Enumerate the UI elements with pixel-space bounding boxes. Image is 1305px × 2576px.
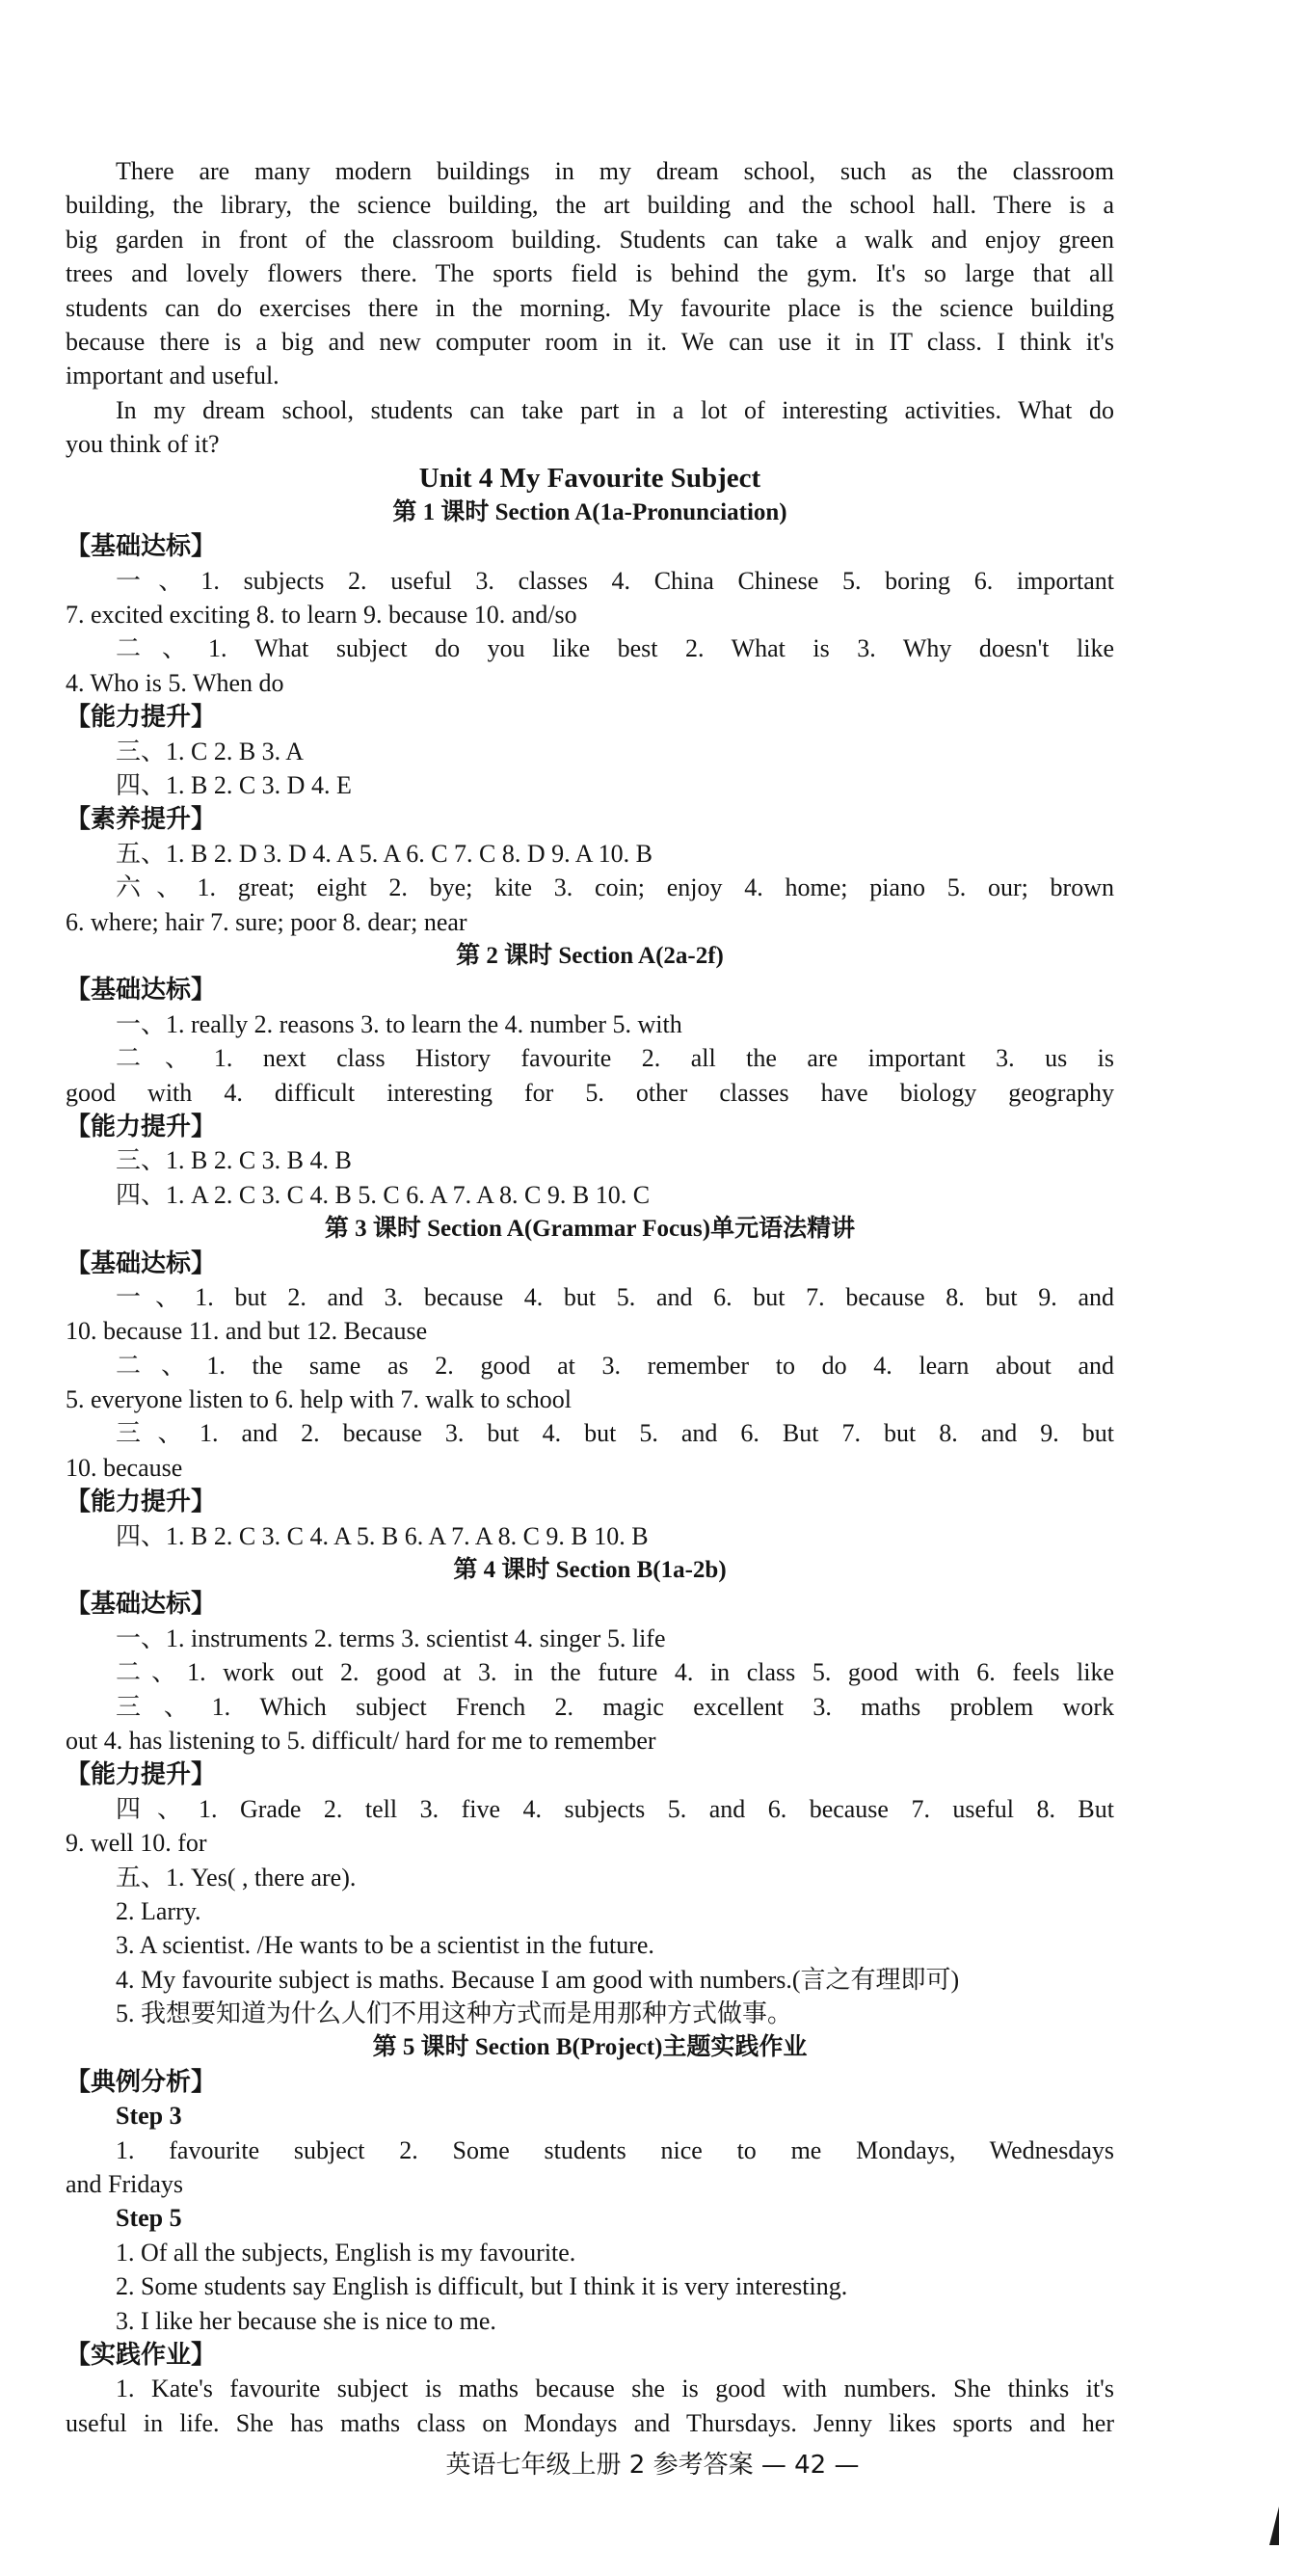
passage-line: students can do exercises there in the morning. My favourite place is the science building xyxy=(66,293,1114,322)
step-label: Step 3 xyxy=(116,2102,182,2131)
step-label: Step 5 xyxy=(116,2204,182,2233)
answer-line: 四、1. B 2. C 3. C 4. A 5. B 6. A 7. A 8. C 9. B 10. B xyxy=(116,1521,649,1550)
passage-line: In my dream school, students can take part in a lot of interesting activities. What do xyxy=(116,395,1114,424)
answer-line: 二、1. work out 2. good at 3. in the future 4. in class 5. good with 6. feels like xyxy=(116,1658,1114,1687)
answer-line: 3. A scientist. /He wants to be a scientist in the future. xyxy=(116,1931,654,1960)
answer-line: 一、1. instruments 2. terms 3. scientist 4. singer 5. life xyxy=(116,1623,666,1652)
answer-line: 1. Of all the subjects, English is my favourite. xyxy=(116,2238,576,2267)
answer-line: 六、1. great; eight 2. bye; kite 3. coin; enjoy 4. home; piano 5. our; brown xyxy=(116,873,1114,902)
section-label: 【能力提升】 xyxy=(66,1488,217,1516)
section-label: 【基础达标】 xyxy=(66,532,217,561)
answer-line: 5. 我想要知道为什么人们不用这种方式而是用那种方式做事。 xyxy=(116,1999,793,2028)
passage-line: because there is a big and new computer room in it. We can use it in IT class. I think it's xyxy=(66,327,1114,356)
lesson-heading: 第 2 课时 Section A(2a-2f) xyxy=(456,942,724,969)
section-label: 【能力提升】 xyxy=(66,1112,217,1140)
answer-line: 三、1. Which subject French 2. magic excellent 3. maths problem work xyxy=(116,1692,1114,1721)
answer-line: 四、1. Grade 2. tell 3. five 4. subjects 5. and 6. because 7. useful 8. But xyxy=(116,1794,1114,1823)
answer-line: 二、1. the same as 2. good at 3. remember to do 4. learn about and xyxy=(116,1351,1114,1380)
answer-line: 一、1. but 2. and 3. because 4. but 5. and 6. but 7. because 8. but 9. and xyxy=(116,1282,1114,1311)
answer-line: 二、1. What subject do you like best 2. What is 3. Why doesn't like xyxy=(116,634,1114,663)
answer-line: 6. where; hair 7. sure; poor 8. dear; near xyxy=(66,907,467,936)
answer-line: 5. everyone listen to 6. help with 7. walk to school xyxy=(66,1385,572,1414)
answer-line: 2. Some students say English is difficult, but I think it is very interesting. xyxy=(116,2272,848,2301)
section-label: 【能力提升】 xyxy=(66,703,217,732)
answer-line: 4. My favourite subject is maths. Because I am good with numbers.(言之有理即可) xyxy=(116,1965,960,1994)
lesson-heading: 第 4 课时 Section B(1a-2b) xyxy=(453,1557,727,1584)
section-label: 【基础达标】 xyxy=(66,1248,217,1277)
answer-line: 一、1. really 2. reasons 3. to learn the 4. number 5. with xyxy=(116,1009,682,1038)
answer-line: 四、1. B 2. C 3. D 4. E xyxy=(116,771,352,800)
answer-line: 9. well 10. for xyxy=(66,1829,207,1858)
passage-line: you think of it? xyxy=(66,430,220,459)
answer-line: 一、1. subjects 2. useful 3. classes 4. China Chinese 5. boring 6. important xyxy=(116,566,1114,595)
answer-line: useful in life. She has maths class on Mondays and Thursdays. Jenny likes sports and her xyxy=(66,2408,1114,2437)
answer-line: good with 4. difficult interesting for 5. other classes have biology geography xyxy=(66,1078,1114,1107)
section-label: 【典例分析】 xyxy=(66,2067,217,2096)
answer-line: 三、1. and 2. because 3. but 4. but 5. and 6. But 7. but 8. and 9. but xyxy=(116,1419,1114,1448)
lesson-heading: 第 3 课时 Section A(Grammar Focus)单元语法精讲 xyxy=(324,1216,856,1243)
answer-line: out 4. has listening to 5. difficult/ hard for me to remember xyxy=(66,1726,656,1755)
answer-line: 10. because 11. and but 12. Because xyxy=(66,1317,428,1346)
answer-line: 三、1. B 2. C 3. B 4. B xyxy=(116,1146,352,1175)
passage-line: There are many modern buildings in my dream school, such as the classroom xyxy=(116,157,1114,185)
answer-line: 2. Larry. xyxy=(116,1896,201,1925)
section-label: 【能力提升】 xyxy=(66,1760,217,1789)
page-footer: 英语七年级上册 2 参考答案 — 42 — xyxy=(445,2451,860,2480)
unit-title: Unit 4 My Favourite Subject xyxy=(418,462,761,494)
passage-line: big garden in front of the classroom building. Students can take a walk and enjoy green xyxy=(66,225,1114,254)
lesson-heading: 第 1 课时 Section A(1a-Pronunciation) xyxy=(392,498,787,525)
section-label: 【基础达标】 xyxy=(66,976,217,1005)
passage-line: building, the library, the science building, the art building and the school hall. There is a xyxy=(66,191,1114,220)
answer-line: 3. I like her because she is nice to me. xyxy=(116,2306,496,2335)
answer-line: 4. Who is 5. When do xyxy=(66,668,284,697)
section-label: 【实践作业】 xyxy=(66,2341,217,2369)
passage-line: trees and lovely flowers there. The sports field is behind the gym. It's so large that all xyxy=(66,259,1114,288)
answer-line: 1. Kate's favourite subject is maths because she is good with numbers. She thinks it's xyxy=(116,2375,1114,2403)
answer-line: 1. favourite subject 2. Some students nice to me Mondays, Wednesdays xyxy=(116,2135,1114,2164)
answer-line: 五、1. B 2. D 3. D 4. A 5. A 6. C 7. C 8. D 9. A 10. B xyxy=(116,839,652,868)
answer-line: 五、1. Yes( , there are). xyxy=(116,1863,357,1892)
section-label: 【素养提升】 xyxy=(66,805,217,834)
answer-line: 三、1. C 2. B 3. A xyxy=(116,737,305,765)
lesson-heading: 第 5 课时 Section B(Project)主题实践作业 xyxy=(372,2034,808,2061)
answer-line: 二、1. next class History favourite 2. all the are important 3. us is xyxy=(116,1044,1114,1073)
answer-line: 四、1. A 2. C 3. C 4. B 5. C 6. A 7. A 8. C 9. B 10. C xyxy=(116,1180,651,1209)
answer-page xyxy=(66,154,1114,2440)
section-label: 【基础达标】 xyxy=(66,1590,217,1619)
answer-line: and Fridays xyxy=(66,2170,184,2199)
answer-line: 10. because xyxy=(66,1453,183,1482)
answer-line: 7. excited exciting 8. to learn 9. because 10. and/so xyxy=(66,601,577,630)
corner-mark xyxy=(1269,2507,1279,2545)
passage-line: important and useful. xyxy=(66,362,280,390)
